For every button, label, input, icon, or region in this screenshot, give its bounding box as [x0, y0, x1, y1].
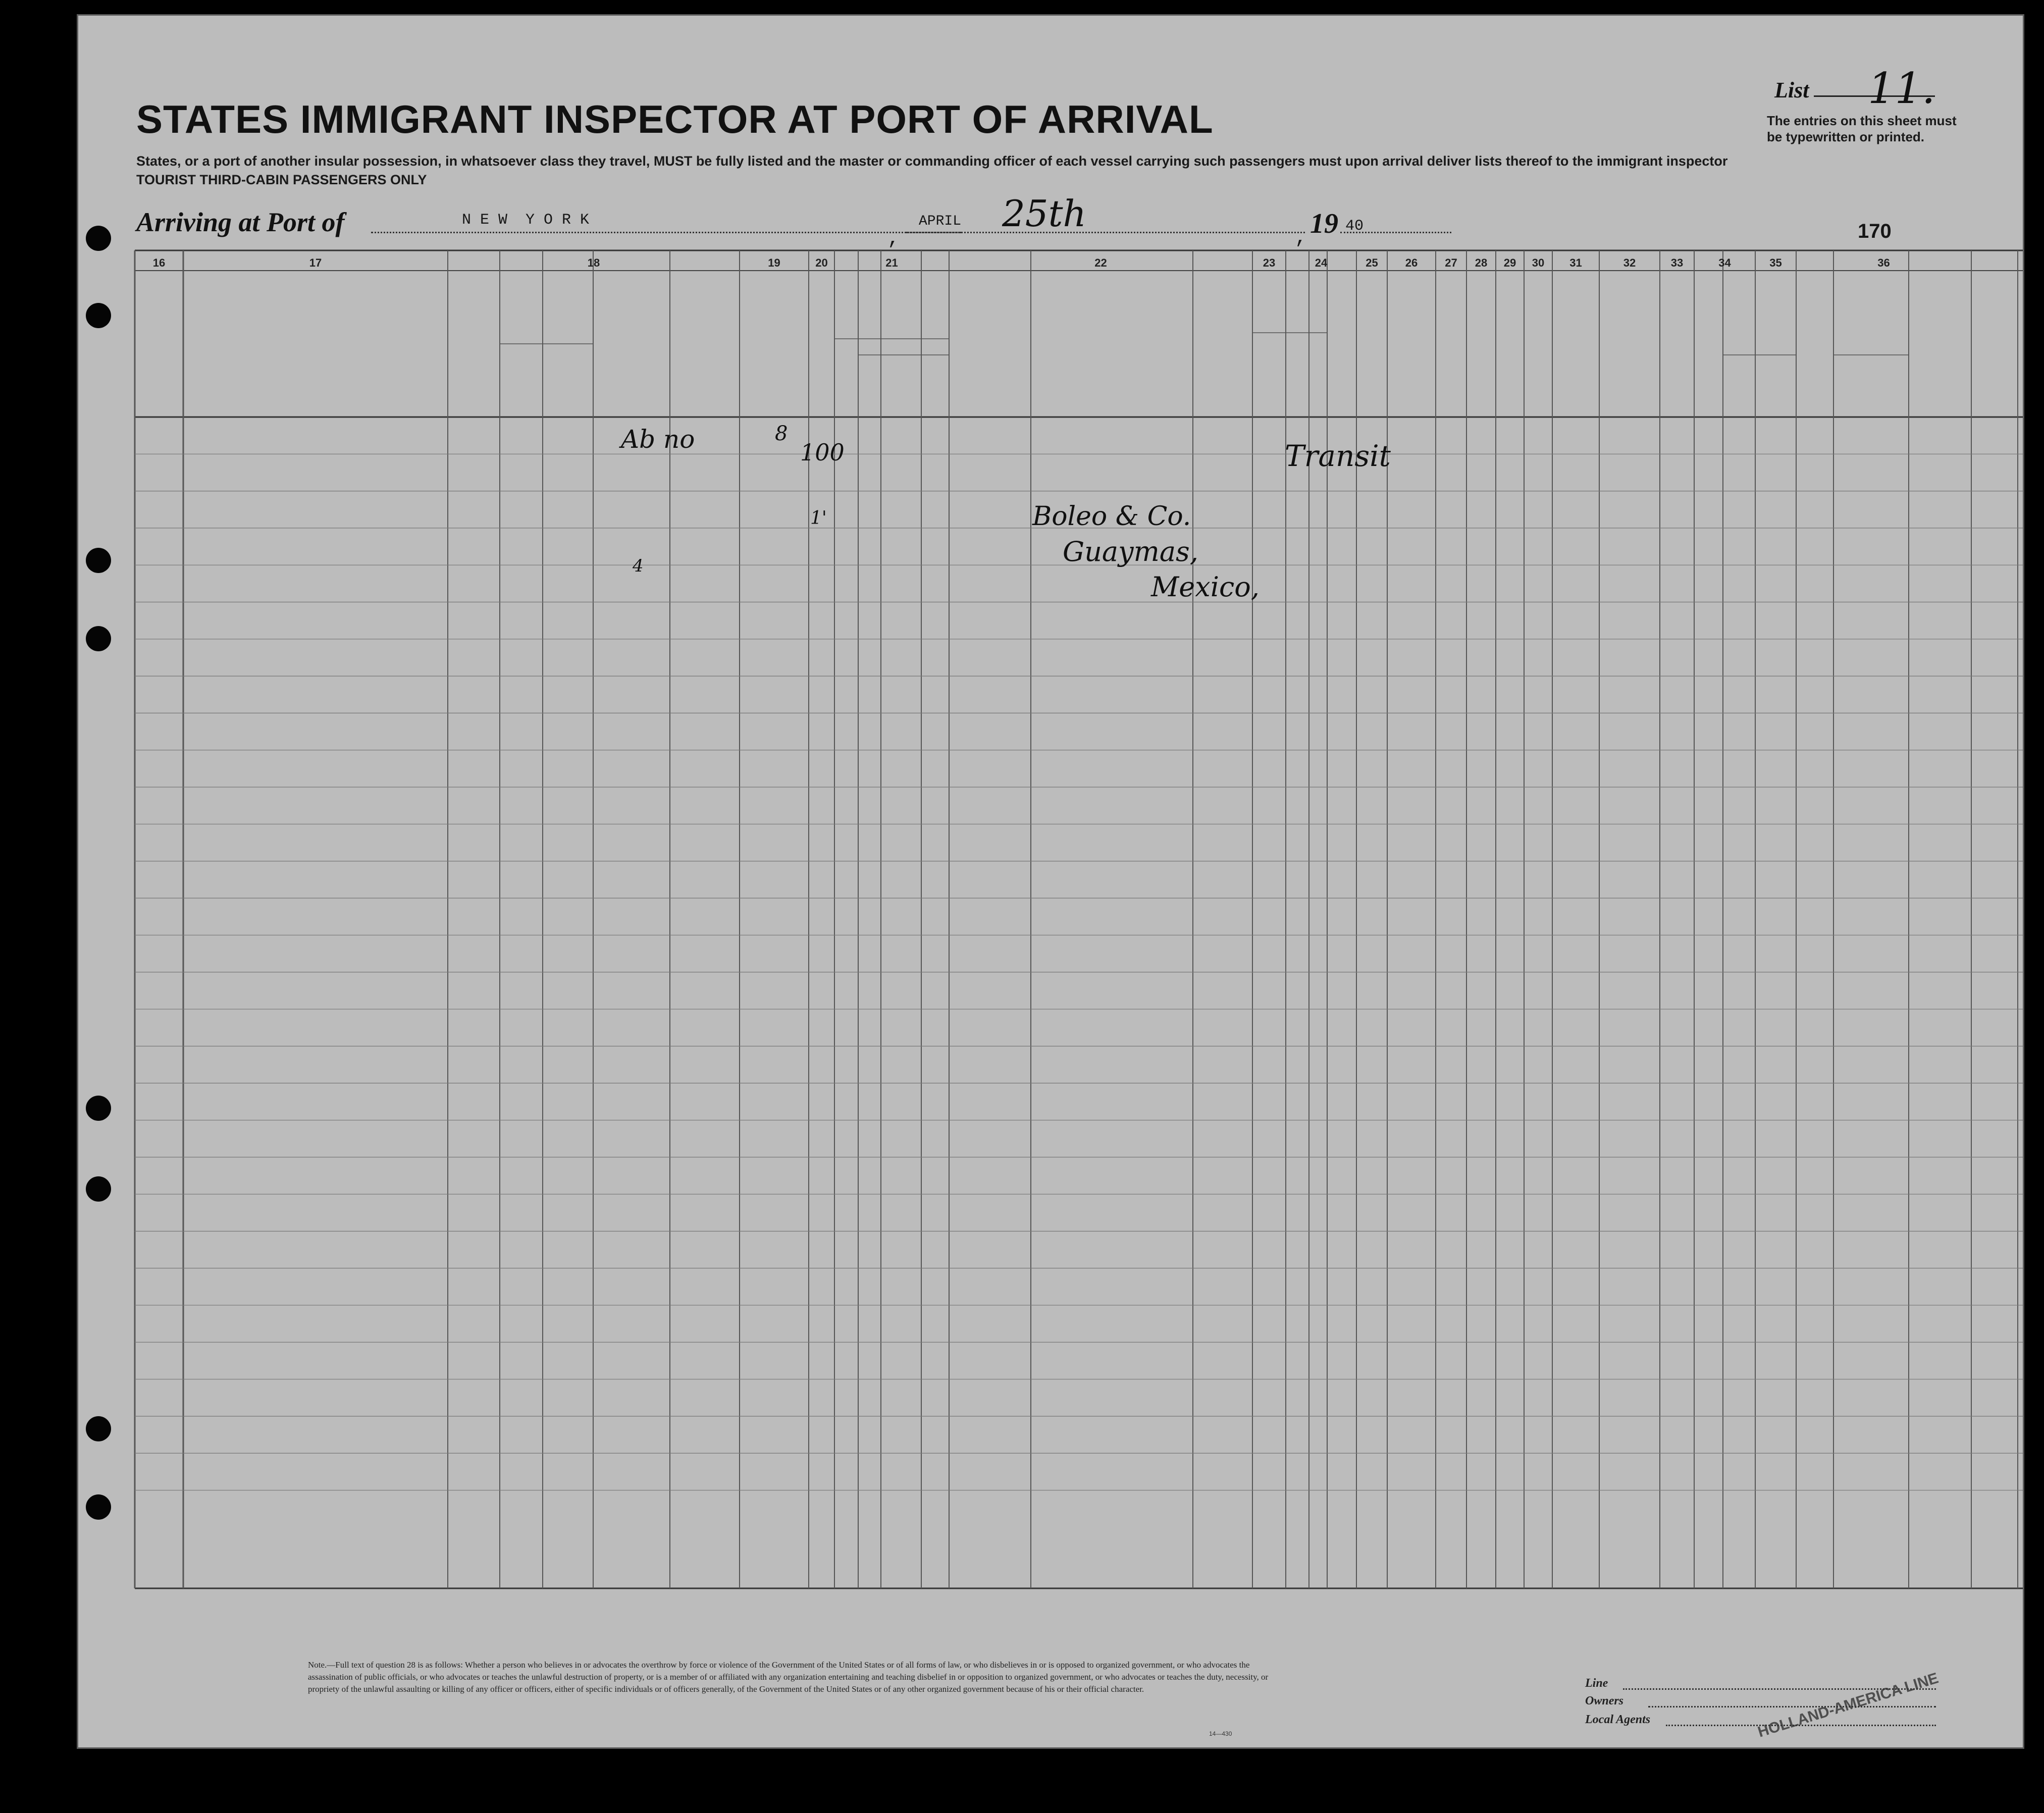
handwritten-money-row1: 100	[800, 439, 845, 466]
comma-separator-2: ,	[1295, 227, 1307, 249]
list-number: 11.	[1868, 64, 1935, 113]
column-number: 27	[1445, 256, 1457, 269]
handwritten-country: Mexico,	[1151, 571, 1260, 603]
column-number: 32	[1623, 256, 1636, 269]
port-dotted-line	[371, 232, 962, 233]
manifest-sheet	[77, 14, 2024, 1749]
punch-hole	[86, 548, 111, 573]
subtitle-line-2: TOURIST THIRD-CABIN PASSENGERS ONLY	[136, 172, 427, 187]
handwritten-company: Boleo & Co.	[1032, 501, 1191, 532]
column-number: 36	[1877, 256, 1890, 269]
year-prefix: 19	[1310, 208, 1338, 239]
punch-hole	[86, 226, 111, 251]
handwritten-city-row1: Ab no	[621, 425, 695, 454]
column-number: 20	[815, 256, 828, 269]
punch-hole	[86, 1416, 111, 1441]
handwritten-money-row2: 1'	[810, 508, 827, 529]
column-number: 33	[1670, 256, 1684, 269]
column-number: 35	[1769, 256, 1782, 269]
column-number: 26	[1405, 256, 1418, 269]
punch-hole	[86, 626, 111, 651]
punch-hole	[86, 1176, 111, 1202]
column-number: 22	[1094, 256, 1107, 269]
port-value: N E W Y O R K	[462, 212, 590, 229]
column-number: 16	[152, 256, 166, 269]
handwritten-employer-mark: 8	[775, 422, 788, 445]
column-number: 25	[1366, 256, 1378, 269]
column-number: 19	[768, 256, 780, 269]
column-number: 31	[1569, 256, 1582, 269]
column-number: 34	[1718, 256, 1731, 269]
punch-hole	[86, 303, 111, 328]
punch-hole	[86, 1494, 111, 1520]
form-grid	[78, 16, 2023, 1747]
year-dotted-line	[1340, 232, 1451, 233]
local-agents-label: Local Agents	[1585, 1713, 1651, 1726]
company-stamp: HOLLAND-AMERICA LINE	[1756, 1670, 1941, 1741]
year-suffix: 40	[1345, 218, 1364, 235]
day-value: 25th	[1002, 192, 1086, 235]
form-number: 170	[1858, 220, 1892, 242]
column-number: 28	[1475, 256, 1488, 269]
column-number: 18	[587, 256, 600, 269]
handwritten-transit: Transit	[1285, 439, 1391, 473]
handwritten-city: Guaymas,	[1063, 536, 1198, 567]
list-label: List	[1774, 78, 1809, 102]
column-number: 29	[1503, 256, 1516, 269]
month-value: APRIL	[919, 214, 962, 229]
column-number: 24	[1315, 256, 1328, 269]
form-code: 14—430	[1209, 1730, 1232, 1737]
subtitle	[136, 152, 1727, 189]
owners-label: Owners	[1585, 1694, 1624, 1707]
date-dotted-line	[906, 232, 1305, 233]
subtitle-line-1: States, or a port of another insular possession, in whatsoever class they travel, MUST be fully listed and the master or commanding officer of each vessel carrying such passengers must upon arrival deliver lists thereof to the immigrant inspector	[136, 153, 1728, 169]
owners-dotted	[1648, 1706, 1936, 1707]
line-label: Line	[1585, 1677, 1608, 1690]
punch-hole	[86, 1096, 111, 1121]
footnote-question-28: Note.—Full text of question 28 is as follows: Whether a person who believes in or advocates the overthrow by force or violence of the Government of the United States or of all forms of law, or who disbelieves in or is opposed to organized government, or who advocates the assassination of public officials, or who advocates or teaches the unlawful destruction of property, or is a member of or affiliated with any organization entertaining and teaching disbelief in or opposition to organized government, or who advocates or teaches the duty, necessity, or propriety of the unlawful assaulting or killing of any officer or officers, either of specific individuals or of officers generally, of the Government of the United States or of any other organized government because of his or their official character.	[308, 1660, 1269, 1694]
instruction-line-2: be typewritten or printed.	[1767, 129, 1925, 144]
column-number: 21	[885, 256, 898, 269]
column-number: 17	[309, 256, 322, 269]
column-number: 23	[1263, 256, 1276, 269]
column-number: 30	[1532, 256, 1545, 269]
page-title: STATES IMMIGRANT INSPECTOR AT PORT OF ARRIVAL	[136, 97, 1214, 141]
instruction-line-1: The entries on this sheet must	[1767, 113, 1957, 128]
arriving-label: Arriving at Port of	[136, 207, 345, 237]
entry-instructions	[1767, 113, 1957, 145]
comma-separator: ,	[887, 228, 900, 250]
handwritten-city-row3: 4	[633, 556, 644, 576]
